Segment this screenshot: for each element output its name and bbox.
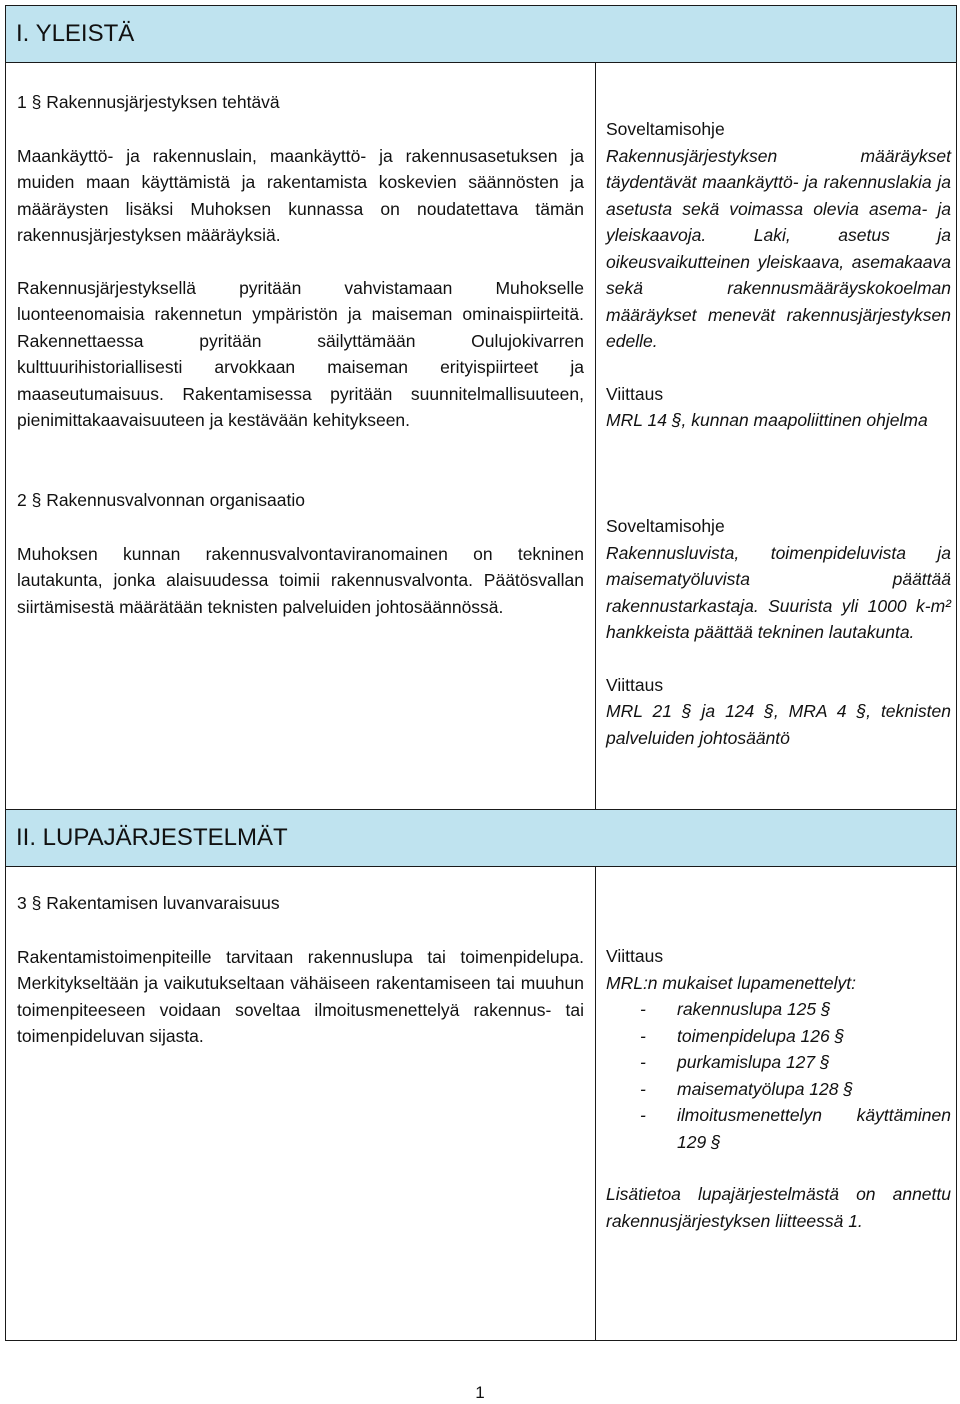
list-item [606, 1023, 951, 1050]
column-divider [595, 867, 596, 1340]
article-2-notes [606, 513, 951, 751]
list-item [606, 996, 951, 1023]
column-divider [595, 63, 596, 809]
list-item [606, 1076, 951, 1103]
article-3-body [17, 890, 584, 1050]
paragraph: Muhoksen kunnan rakennusvalvontaviranomainen on tekninen lautakunta, jonka alaisuudessa toimii rakennusvalvonta. Päätösvallan siirtämisestä määrätään teknisten palveluiden johtosäännössä. [17, 543, 584, 617]
list-item-text: maisematyölupa 128 § [677, 1078, 854, 1099]
article-3-notes [606, 943, 951, 1234]
list-item-text: ilmoitusmenettelyn käyttäminen 129 § [677, 1105, 951, 1152]
reference-label: Viittaus [606, 383, 664, 404]
guide-text: Rakennusjärjestyksen määräykset täydentävät maankäyttö- ja rakennuslakia ja asetusta sekä voimassa olevia asema- ja yleiskaavoja. Laki, asetus ja oikeusvaikutteinen yleiskaava, asemakaava sekä rakennusmääräyskokoelman määräykset menevät rakennusjärjestyksen edelle. [606, 145, 951, 351]
list-dash: - [640, 1025, 646, 1046]
guide-label: Soveltamisohje [606, 516, 725, 536]
reference-intro: MRL:n mukaiset lupamenettelyt: [606, 972, 856, 993]
section-title: I. YLEISTÄ [16, 20, 135, 47]
section-title: II. LUPAJÄRJESTELMÄT [16, 824, 288, 851]
article-2-body [17, 487, 584, 620]
page-number: 1 [475, 1383, 485, 1402]
paragraph: Rakennusjärjestyksellä pyritään vahvistamaan Muhokselle luonteenomaisia rakennetun ympäristön ja maiseman ominaispiirteitä. Rakennettaessa pyritään säilyttämään Oulujokivarren kulttuurihistoriallisesti arvokkaan maiseman erityispiirteet ja maaseutumaisuus. Rakentamisessa pyritään suunnitelmallisuuteen, pienimittakaavaisuuteen ja kestävään kehitykseen. [17, 277, 584, 430]
guide-text: Rakennusluvista, toimenpideluvista ja maisematyöluvista päättää rakennustarkastaja. Suurista yli 1000 k-m² hankkeista päättää tekninen lautakunta. [606, 542, 951, 642]
list-dash: - [640, 1078, 646, 1099]
list-dash: - [640, 999, 646, 1019]
list-item-text: toimenpidelupa 126 § [677, 1025, 845, 1046]
reference-label: Viittaus [606, 674, 664, 695]
list-dash: - [640, 1052, 646, 1072]
article-1-notes [606, 116, 951, 434]
list-item [606, 1049, 951, 1076]
additional-info: Lisätietoa lupajärjestelmästä on annettu rakennusjärjestyksen liitteessä 1. [606, 1184, 951, 1231]
article-1-body [17, 89, 584, 434]
guide-label: Soveltamisohje [606, 119, 725, 139]
list-item-text: purkamislupa 127 § [677, 1052, 830, 1072]
paragraph: Rakentamistoimenpiteille tarvitaan rakennuslupa tai toimenpidelupa. Merkitykseltään ja vaikutukseltaan vähäiseen rakentamiseen tai muuhun toimenpiteeseen voidaan soveltaa ilmoitusmenettelyä rakennus- tai toimenpideluvan sijasta. [17, 946, 584, 1046]
paragraph: Maankäyttö- ja rakennuslain, maankäyttö- ja rakennusasetuksen ja muiden maan käyttämistä ja rakentamista koskevien säännösten ja määräysten lisäksi Muhoksen kunnassa on noudatettava tämän rakennusjärjestyksen määräyksiä. [17, 145, 584, 245]
list-item-text: rakennuslupa 125 § [677, 999, 831, 1019]
section-header-lupajarjestelmat [6, 809, 956, 867]
document-table [5, 5, 957, 1341]
list-item [606, 1102, 951, 1155]
article-heading: 3 § Rakentamisen luvanvaraisuus [17, 893, 280, 913]
article-heading: 1 § Rakennusjärjestyksen tehtävä [17, 92, 280, 112]
reference-text: MRL 14 §, kunnan maapoliittinen ohjelma [606, 410, 928, 430]
reference-label: Viittaus [606, 946, 664, 966]
article-heading: 2 § Rakennusvalvonnan organisaatio [17, 490, 305, 510]
section-header-yleista [6, 5, 956, 63]
reference-text: MRL 21 § ja 124 §, MRA 4 §, teknisten palveluiden johtosääntö [606, 701, 951, 748]
list-dash: - [640, 1105, 646, 1125]
